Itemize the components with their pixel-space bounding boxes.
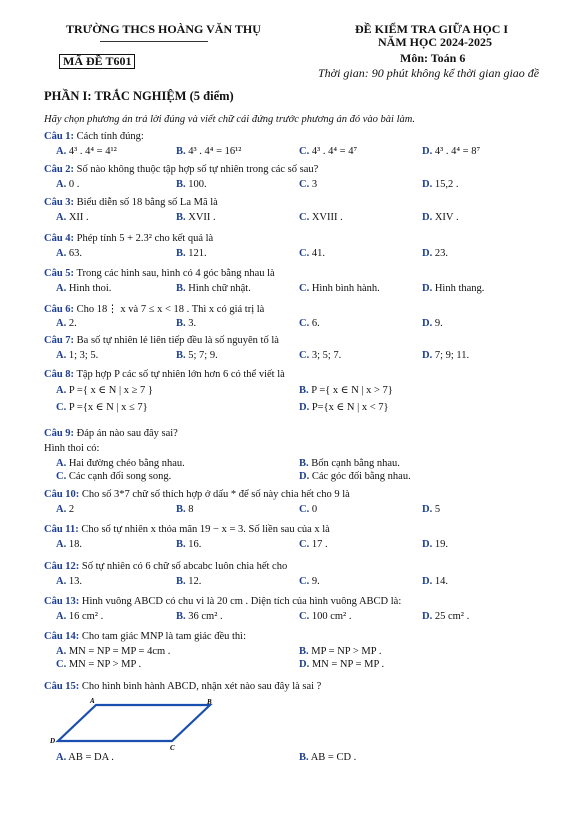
option-text: Hình thoi. xyxy=(68,283,112,294)
option-letter: B. xyxy=(299,458,309,469)
question-number: Câu 9: xyxy=(44,428,75,439)
option-text: 18. xyxy=(68,539,82,550)
option-letter: B. xyxy=(299,752,309,763)
option-text: 2 xyxy=(68,504,75,515)
option-text: XVIII . xyxy=(311,212,343,223)
option-c xyxy=(299,576,320,587)
question-number: Câu 2: xyxy=(44,164,75,175)
option-text: 12. xyxy=(188,576,202,587)
option-d xyxy=(299,659,384,670)
question-text: Ba số tự nhiên lẻ liên tiếp đều là số nguyên tố là xyxy=(76,335,279,346)
option-letter: A. xyxy=(56,576,67,587)
question-text: Trong các hình sau, hình có 4 góc bằng nhau là xyxy=(76,268,275,279)
option-letter: C. xyxy=(56,471,67,482)
option-text: 9. xyxy=(311,576,320,587)
option-d xyxy=(422,318,443,329)
option-c xyxy=(299,146,357,157)
option-letter: C. xyxy=(299,248,310,259)
option-text: 15,2 . xyxy=(434,179,459,190)
option-letter: B. xyxy=(176,576,186,587)
option-a xyxy=(56,283,111,294)
question-number: Câu 6: xyxy=(44,304,75,315)
option-letter: B. xyxy=(176,539,186,550)
option-b xyxy=(176,283,251,294)
option-letter: D. xyxy=(422,611,433,622)
option-b xyxy=(176,611,223,622)
option-c xyxy=(299,611,351,622)
option-c xyxy=(299,283,380,294)
option-letter: B. xyxy=(176,350,186,361)
option-b xyxy=(299,752,356,763)
question-text: Số tự nhiên có 6 chữ số abcabc luôn chia hết cho xyxy=(81,561,288,572)
option-a xyxy=(56,212,89,223)
part-title: PHẦN I: TRẮC NGHIỆM (5 điểm) xyxy=(44,89,234,103)
option-a xyxy=(56,179,79,190)
question-number: Câu 5: xyxy=(44,268,75,279)
option-letter: A. xyxy=(56,212,67,223)
question-9 xyxy=(44,428,178,439)
option-text: 1; 3; 5. xyxy=(68,350,99,361)
option-b xyxy=(176,179,207,190)
option-a xyxy=(56,384,153,396)
option-a xyxy=(56,611,103,622)
option-c xyxy=(299,350,341,361)
option-letter: D. xyxy=(422,212,433,223)
option-letter: D. xyxy=(422,504,433,515)
question-text: Cho số 3*7 chữ số thích hợp ở dấu * để số này chia hết cho 9 là xyxy=(81,489,350,500)
exam-code: MÃ ĐỀ T601 xyxy=(59,54,135,69)
instruction: Hãy chọn phương án trả lời đúng và viết chữ cái đứng trước phương án đó vào bài làm. xyxy=(44,114,415,125)
question-2 xyxy=(44,164,318,175)
option-letter: D. xyxy=(422,539,433,550)
question-text: Cho hình bình hành ABCD, nhận xét nào sau đây là sai ? xyxy=(81,681,322,692)
option-text: XVII . xyxy=(188,212,216,223)
option-letter: B. xyxy=(176,212,186,223)
question-text: Hình vuông ABCD có chu vi là 20 cm . Diện tích của hình vuông ABCD là: xyxy=(81,596,402,607)
option-text: MN = NP = MP = 4cm . xyxy=(68,646,171,657)
option-a xyxy=(56,318,77,329)
option-a xyxy=(56,350,98,361)
question-text: Đáp án nào sau đây sai? xyxy=(76,428,178,439)
option-letter: D. xyxy=(299,659,310,670)
option-text: Hình bình hành. xyxy=(311,283,380,294)
option-text: Bốn cạnh bằng nhau. xyxy=(311,458,400,469)
question-number: Câu 12: xyxy=(44,561,80,572)
option-letter: A. xyxy=(56,458,67,469)
option-text: AB = CD . xyxy=(310,752,357,763)
option-a xyxy=(56,504,74,515)
question-subtext: Hình thoi có: xyxy=(44,443,100,454)
option-letter: B. xyxy=(299,646,309,657)
option-letter: A. xyxy=(56,539,67,550)
option-text: 8 xyxy=(188,504,194,515)
question-4 xyxy=(44,233,213,244)
option-letter: A. xyxy=(56,146,67,157)
option-b xyxy=(176,576,201,587)
option-text: 16 cm² . xyxy=(68,611,104,622)
option-c xyxy=(56,401,148,413)
exam-title: ĐỀ KIỂM TRA GIỮA HỌC I xyxy=(355,22,509,36)
option-letter: D. xyxy=(422,179,433,190)
option-letter: A. xyxy=(56,350,67,361)
option-text: 25 cm² . xyxy=(434,611,470,622)
option-d xyxy=(422,248,448,259)
question-text: Phép tính 5 + 2.3² cho kết quả là xyxy=(76,233,214,244)
option-a xyxy=(56,146,117,157)
option-text: Hình chữ nhật. xyxy=(188,283,251,294)
option-letter: D. xyxy=(422,146,433,157)
option-text: MP = NP > MP . xyxy=(311,646,382,657)
question-text: Cho số tự nhiên x thỏa mãn 19 − x = 3. Số liền sau của x là xyxy=(81,524,330,535)
option-letter: B. xyxy=(299,385,309,396)
option-letter: A. xyxy=(56,611,67,622)
question-5 xyxy=(44,268,275,279)
option-text: P ={ x ∈ N | x > 7} xyxy=(311,385,393,396)
option-b xyxy=(299,458,400,469)
option-text: 121. xyxy=(188,248,207,259)
option-text: AB = DA . xyxy=(68,752,114,763)
option-d xyxy=(422,283,484,294)
option-text: MN = NP > MP . xyxy=(68,659,142,670)
option-letter: D. xyxy=(422,350,433,361)
option-d xyxy=(422,212,459,223)
option-text: P ={x ∈ N | x ≤ 7} xyxy=(68,402,148,413)
question-13 xyxy=(44,596,401,607)
option-letter: D. xyxy=(422,576,433,587)
option-letter: A. xyxy=(56,646,67,657)
option-text: Hai đường chéo bằng nhau. xyxy=(68,458,185,469)
exam-time: Thời gian: 90 phút không kể thời gian giao đề xyxy=(318,66,540,80)
option-text: 6. xyxy=(311,318,320,329)
option-b xyxy=(176,539,201,550)
option-c xyxy=(299,318,320,329)
option-b xyxy=(299,646,381,657)
option-d xyxy=(422,539,448,550)
question-10 xyxy=(44,489,350,500)
option-text: 3. xyxy=(188,318,197,329)
option-letter: C. xyxy=(299,179,310,190)
option-text: 100. xyxy=(188,179,207,190)
option-letter: C. xyxy=(299,576,310,587)
option-letter: B. xyxy=(176,248,186,259)
option-c xyxy=(299,179,317,190)
option-letter: D. xyxy=(299,402,310,413)
option-d xyxy=(299,401,389,413)
option-letter: B. xyxy=(176,179,186,190)
option-b xyxy=(176,318,196,329)
option-text: 5; 7; 9. xyxy=(188,350,218,361)
subject: Môn: Toán 6 xyxy=(400,51,466,65)
question-number: Câu 3: xyxy=(44,197,75,208)
option-b xyxy=(176,146,241,157)
option-text: 4³ . 4⁴ = 16¹² xyxy=(188,146,242,157)
option-text: 100 cm² . xyxy=(311,611,352,622)
school-year: NĂM HỌC 2024-2025 xyxy=(378,35,492,49)
label-b: B xyxy=(207,698,212,706)
question-text: Số nào không thuộc tập hợp số tự nhiên trong các số sau? xyxy=(76,164,319,175)
option-letter: C. xyxy=(299,318,310,329)
option-text: 23. xyxy=(434,248,448,259)
option-c xyxy=(56,471,171,482)
question-7 xyxy=(44,335,279,346)
question-text: Cho 18⋮ x và 7 ≤ x < 18 . Thì x có giá trị là xyxy=(76,304,265,315)
option-letter: B. xyxy=(176,146,186,157)
option-text: 36 cm² . xyxy=(188,611,223,622)
option-text: 3; 5; 7. xyxy=(311,350,342,361)
question-number: Câu 11: xyxy=(44,524,79,535)
option-text: 63. xyxy=(68,248,82,259)
option-letter: C. xyxy=(56,402,67,413)
question-3 xyxy=(44,197,218,208)
option-letter: D. xyxy=(299,471,310,482)
school-underline xyxy=(100,41,208,42)
option-text: 9. xyxy=(434,318,443,329)
option-letter: C. xyxy=(299,283,310,294)
question-text: Cách tính đúng: xyxy=(76,131,144,142)
option-d xyxy=(422,576,448,587)
option-text: 0 . xyxy=(68,179,80,190)
option-letter: A. xyxy=(56,248,67,259)
option-a xyxy=(56,752,114,763)
option-b xyxy=(176,504,194,515)
option-text: 0 xyxy=(311,504,318,515)
option-letter: B. xyxy=(176,504,186,515)
option-text: MN = NP = MP . xyxy=(311,659,385,670)
option-b xyxy=(299,384,393,396)
option-d xyxy=(422,146,480,157)
option-letter: B. xyxy=(176,318,186,329)
question-number: Câu 14: xyxy=(44,631,80,642)
question-number: Câu 8: xyxy=(44,369,75,380)
question-text: Tập hợp P các số tự nhiên lớn hơn 6 có thể viết là xyxy=(76,369,285,380)
option-c xyxy=(299,248,325,259)
question-6 xyxy=(44,303,264,315)
option-letter: C. xyxy=(299,611,310,622)
option-b xyxy=(176,248,207,259)
option-letter: C. xyxy=(56,659,67,670)
question-11 xyxy=(44,524,330,535)
question-number: Câu 1: xyxy=(44,131,75,142)
option-d xyxy=(422,504,440,515)
option-text: 4³ . 4⁴ = 4⁷ xyxy=(311,146,358,157)
question-text: Biểu diễn số 18 bằng số La Mã là xyxy=(76,197,218,208)
question-1 xyxy=(44,131,144,142)
option-a xyxy=(56,539,82,550)
option-letter: A. xyxy=(56,318,67,329)
question-number: Câu 7: xyxy=(44,335,75,346)
option-letter: A. xyxy=(56,179,67,190)
option-c xyxy=(299,212,343,223)
option-text: P={x ∈ N | x < 7} xyxy=(311,402,389,413)
option-text: 14. xyxy=(434,576,448,587)
question-number: Câu 4: xyxy=(44,233,75,244)
parallelogram-shape xyxy=(58,705,210,741)
option-letter: B. xyxy=(176,611,186,622)
option-text: 16. xyxy=(188,539,202,550)
option-text: Hình thang. xyxy=(434,283,485,294)
option-a xyxy=(56,248,82,259)
option-text: 2. xyxy=(68,318,77,329)
question-number: Câu 13: xyxy=(44,596,80,607)
option-letter: A. xyxy=(56,283,67,294)
option-letter: C. xyxy=(299,146,310,157)
option-text: XIV . xyxy=(434,212,459,223)
option-text: 41. xyxy=(311,248,325,259)
option-letter: A. xyxy=(56,385,67,396)
option-letter: C. xyxy=(299,212,310,223)
option-text: 3 xyxy=(311,179,318,190)
option-d xyxy=(299,471,411,482)
option-letter: D. xyxy=(422,318,433,329)
option-d xyxy=(422,350,469,361)
option-letter: A. xyxy=(56,504,67,515)
option-letter: D. xyxy=(422,283,433,294)
option-letter: D. xyxy=(422,248,433,259)
option-c xyxy=(56,659,141,670)
school-name: TRƯỜNG THCS HOÀNG VĂN THỤ xyxy=(66,22,261,36)
option-text: 4³ . 4⁴ = 4¹² xyxy=(68,146,117,157)
option-text: XII . xyxy=(68,212,89,223)
option-d xyxy=(422,611,469,622)
option-letter: C. xyxy=(299,539,310,550)
option-d xyxy=(422,179,458,190)
option-b xyxy=(176,350,218,361)
option-text: 17 . xyxy=(311,539,328,550)
option-text: P ={ x ∈ N | x ≥ 7 } xyxy=(68,385,153,396)
option-a xyxy=(56,576,82,587)
option-text: 4³ . 4⁴ = 8⁷ xyxy=(434,146,481,157)
label-a: A xyxy=(90,697,95,705)
option-text: Các cạnh đối song song. xyxy=(68,471,172,482)
label-d: D xyxy=(50,737,56,745)
label-c: C xyxy=(170,744,175,752)
question-12 xyxy=(44,561,287,572)
option-c xyxy=(299,539,328,550)
option-a xyxy=(56,646,170,657)
option-letter: B. xyxy=(176,283,186,294)
option-letter: C. xyxy=(299,504,310,515)
option-text: 19. xyxy=(434,539,448,550)
question-text: Cho tam giác MNP là tam giác đều thì: xyxy=(81,631,246,642)
option-c xyxy=(299,504,317,515)
option-text: 7; 9; 11. xyxy=(434,350,470,361)
question-number: Câu 15: xyxy=(44,681,80,692)
option-text: 13. xyxy=(68,576,82,587)
option-letter: A. xyxy=(56,752,67,763)
option-text: 5 xyxy=(434,504,441,515)
option-a xyxy=(56,458,185,469)
question-14 xyxy=(44,631,246,642)
question-15 xyxy=(44,681,321,692)
option-b xyxy=(176,212,216,223)
question-number: Câu 10: xyxy=(44,489,80,500)
parallelogram-figure xyxy=(50,695,230,753)
option-letter: C. xyxy=(299,350,310,361)
question-8 xyxy=(44,369,285,380)
option-text: Các góc đối bằng nhau. xyxy=(311,471,411,482)
